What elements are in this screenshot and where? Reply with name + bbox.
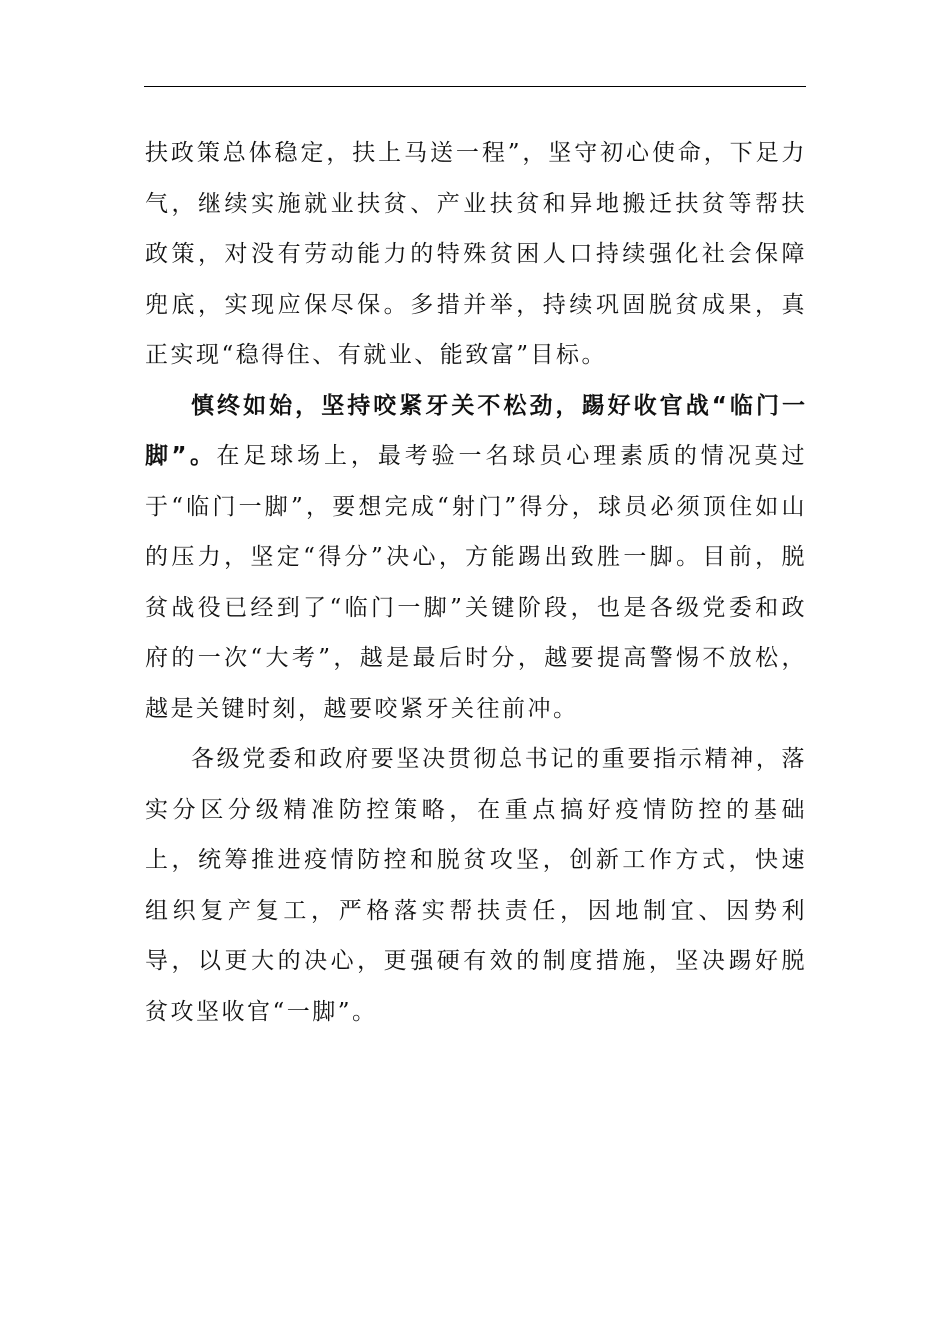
paragraph-1 bbox=[145, 128, 807, 381]
paragraph-2 bbox=[145, 381, 807, 735]
document-body bbox=[145, 128, 807, 1037]
paragraph-3-text: 各级党委和政府要坚决贯彻总书记的重要指示精神，落实分区分级精准防控策略，在重点搞好疫情防控的基础上，统筹推进疫情防控和脱贫攻坚，创新工作方式，快速组织复产复工，严格落实帮扶责任，因地制宜、因势利导，以更大的决心，更强硬有效的制度措施，坚决踢好脱贫攻坚收官“一脚”。 bbox=[145, 746, 807, 1025]
paragraph-1-text: 扶政策总体稳定，扶上马送一程”，坚守初心使命，下足力气，继续实施就业扶贫、产业扶贫和异地搬迁扶贫等帮扶政策，对没有劳动能力的特殊贫困人口持续强化社会保障兜底，实现应保尽保。多措并举，持续巩固脱贫成果，真正实现“稳得住、有就业、能致富”目标。 bbox=[145, 140, 807, 368]
header-rule bbox=[144, 86, 806, 87]
paragraph-2-bold-lead: 慎终如始，坚持咬紧牙关不松劲，踢好收官战“临门一脚”。 bbox=[145, 392, 807, 469]
paragraph-2-text: 在足球场上，最考验一名球员心理素质的情况莫过于“临门一脚”，要想完成“射门”得分，球员必须顶住如山的压力，坚定“得分”决心，方能踢出致胜一脚。目前，脱贫战役已经到了“临门一脚”关键阶段，也是各级党委和政府的一次“大考”，越是最后时分，越要提高警惕不放松，越是关键时刻，越要咬紧牙关往前冲。 bbox=[145, 443, 807, 722]
paragraph-3 bbox=[145, 734, 807, 1037]
